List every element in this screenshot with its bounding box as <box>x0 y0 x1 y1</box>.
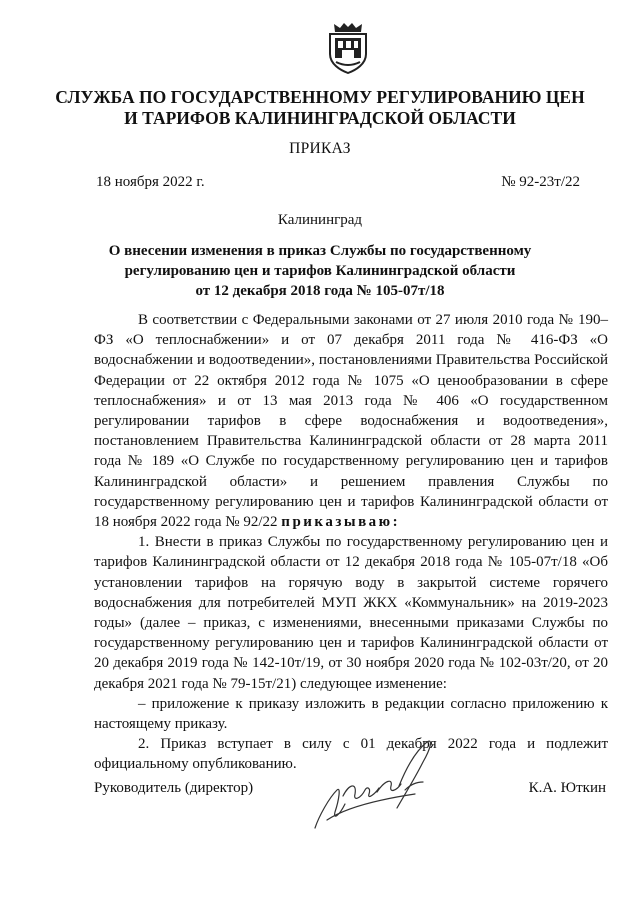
document-date: 18 ноября 2022 г. <box>96 174 205 190</box>
order-word: приказываю: <box>281 514 401 531</box>
subject-line3: от 12 декабря 2018 года № 105-07т/18 <box>195 283 445 299</box>
document-number: № 92-23т/22 <box>501 174 580 190</box>
item-2: 2. Приказ вступает в силу с 01 декабря 2022 года и подлежит официальному опубликованию. <box>94 736 608 773</box>
item-1: 1. Внести в приказ Службы по государственному регулированию цен и тарифов Калининградской области от 12 декабря 2018 года № 105-07т/18 «Об установлении тарифов на горячую воду в закрытой системе горячего водоснабжения для потребителей МУП ЖКХ «Коммунальник» на 2019-2023 годы» (далее – приказ, с изменениями, внесенными приказами Службы по государственному регулированию цен и тарифов Калининградской области от 20 декабря 2019 года № 142-10т/19, от 30 ноября 2020 года № 102-03т/20, от 20 декабря 2021 года № 79-15т/21) следующее изменение: <box>94 534 608 692</box>
intro-paragraph <box>94 310 608 532</box>
signature-icon <box>305 728 455 838</box>
document-city: Калининград <box>277 212 363 228</box>
document-body <box>94 310 608 775</box>
subject-line1: О внесении изменения в приказ Службы по государственному <box>108 243 532 259</box>
subject-line2: регулированию цен и тарифов Калининградской области <box>124 263 516 279</box>
item-1-sub: – приложение к приказу изложить в редакции согласно приложению к настоящему приказу. <box>94 695 608 733</box>
document-type: ПРИКАЗ <box>289 140 351 157</box>
signer-name: К.А. Юткин <box>528 780 606 796</box>
signer-role: Руководитель (директор) <box>94 780 254 796</box>
organization-name-line1: СЛУЖБА ПО ГОСУДАРСТВЕННОМУ РЕГУЛИРОВАНИЮ ЦЕН <box>55 87 585 107</box>
organization-name-line2: И ТАРИФОВ КАЛИНИНГРАДСКОЙ ОБЛАСТИ <box>124 108 516 128</box>
coat-of-arms-icon <box>326 22 370 74</box>
intro-text: В соответствии с Федеральными законами от 27 июля 2010 года № 190–ФЗ «О теплоснабжении» и от 07 декабря 2011 года № 416-ФЗ «О водоснабжении и водоотведении», постановлениями Правительства Российской Федерации от 22 октября 2012 года № 1075 «О ценообразовании в сфере теплоснабжения» и от 13 мая 2013 года № 406 «О государственном регулировании тарифов в сфере водоснабжения и водоотведения», постановлением Правительства Калининградской области от 28 марта 2011 года № 189 «О Службе по государственному регулированию цен и тарифов Калининградской области» и решением правления Службы по государственному регулированию цен и тарифов Калининградской области от 18 ноября 2022 года № 92/22 <box>94 312 608 531</box>
